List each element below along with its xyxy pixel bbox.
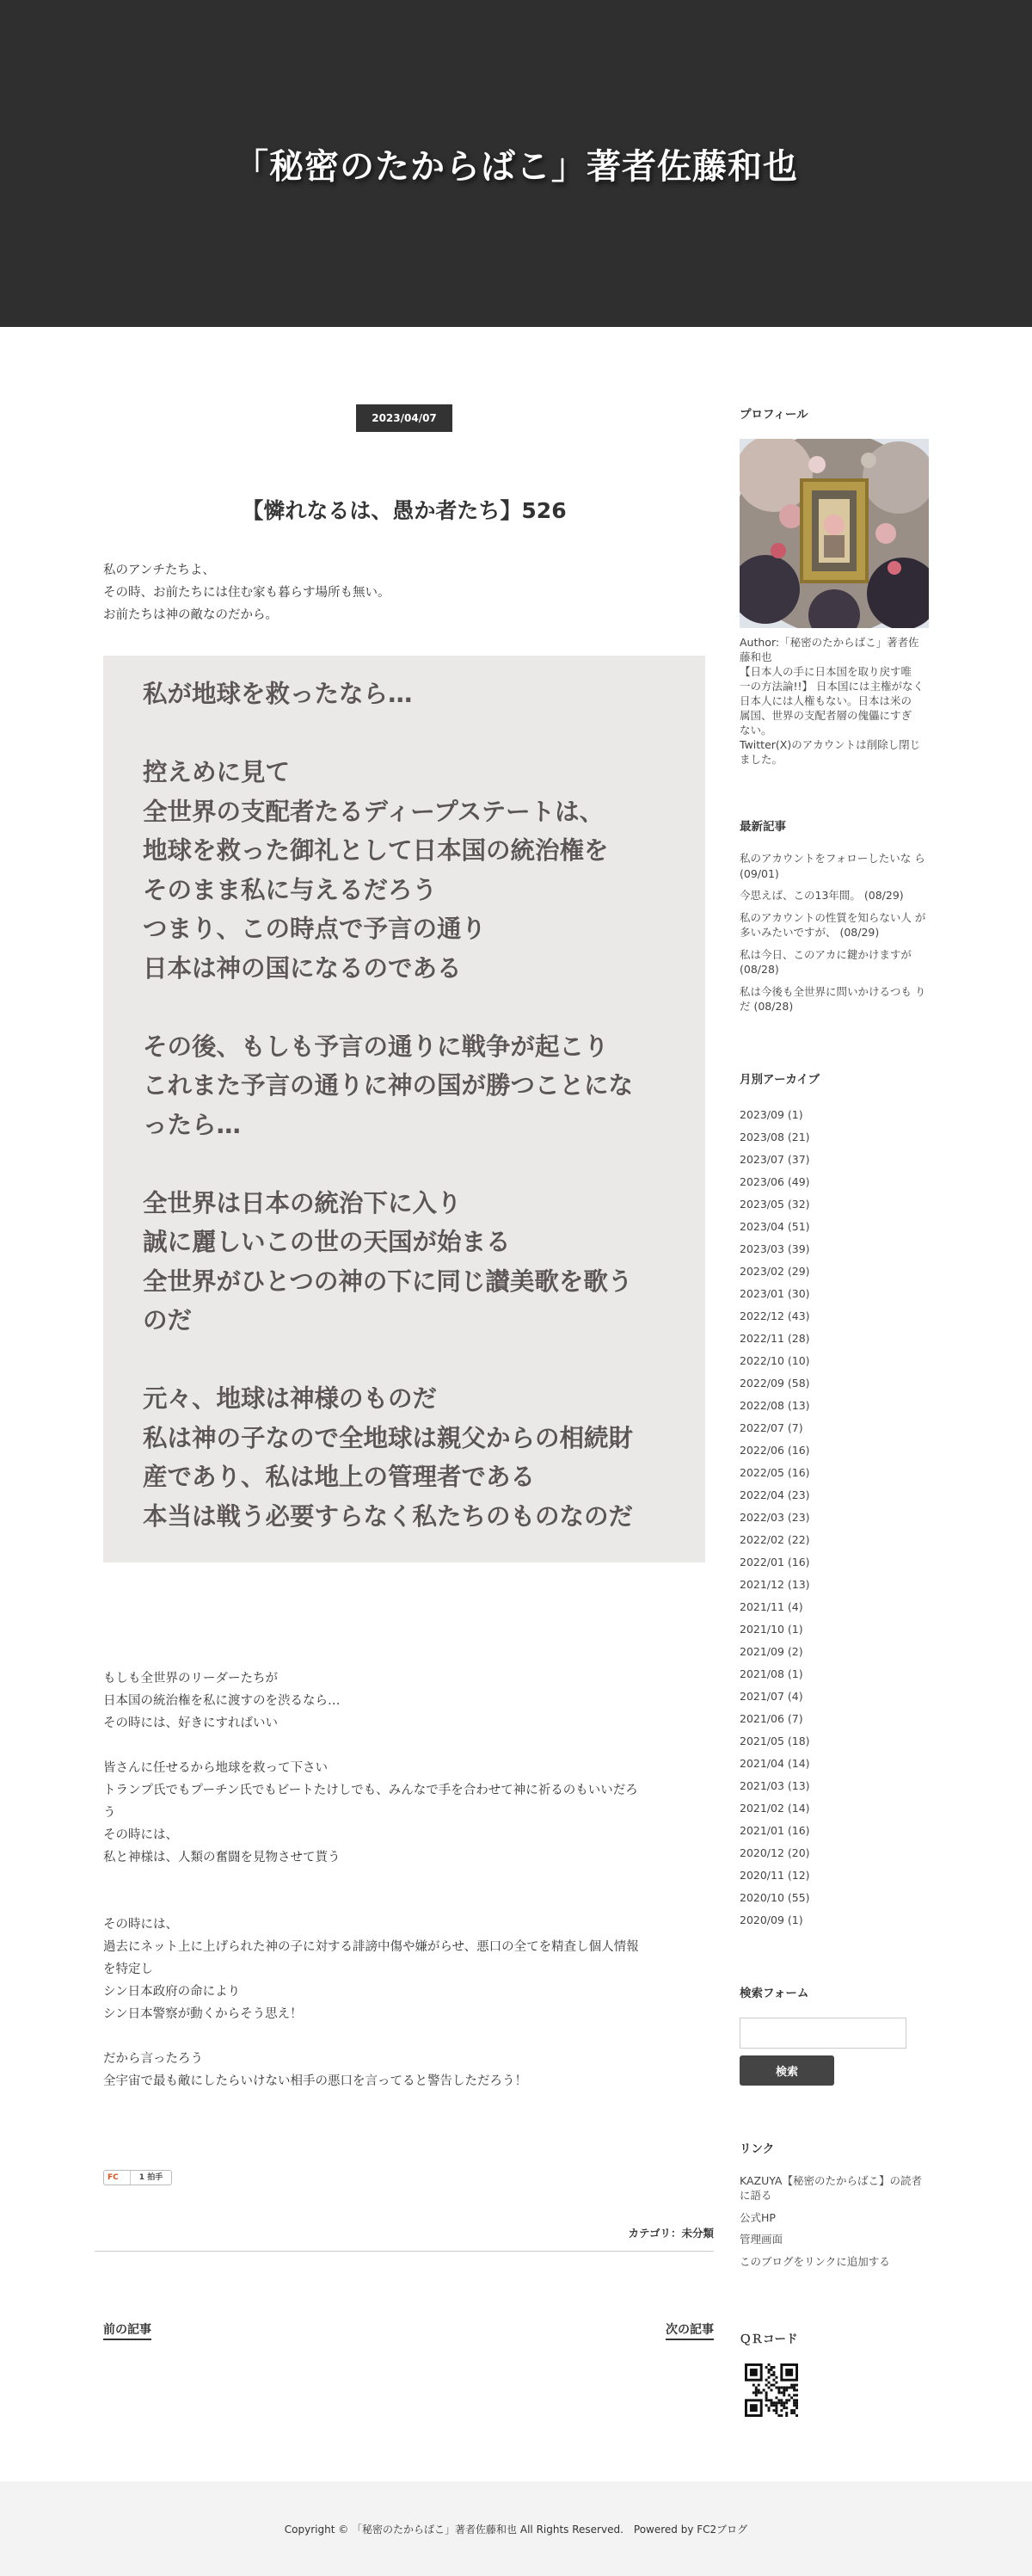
quote-text-line bbox=[143, 988, 674, 1027]
archive-month-link[interactable]: 2021/08 (1) bbox=[740, 1667, 803, 1680]
archive-month-link[interactable]: 2022/01 (16) bbox=[740, 1555, 810, 1568]
quote-text-line: 誠に麗しいこの世の天国が始まる bbox=[143, 1228, 511, 1256]
archive-month-link[interactable]: 2021/11 (4) bbox=[740, 1599, 803, 1613]
archive-month-link[interactable]: 2021/06 (7) bbox=[740, 1711, 803, 1725]
entry-body-section-2 bbox=[95, 1667, 714, 1869]
qr-title: ＱＲコード bbox=[740, 2333, 798, 2346]
entry-text-line: 日本国の統治権を私に渡すのを渋るなら… bbox=[103, 1694, 341, 1708]
entry-text-line: 全宇宙で最も敵にしたらいけない相手の悪口を言ってると警告しただろう！ bbox=[103, 2074, 527, 2088]
profile-text-line: 日本人には人権もない。日本は米の bbox=[740, 694, 912, 707]
sidebar-link[interactable]: このブログをリンクに追加する bbox=[740, 2254, 890, 2268]
profile-text-line: ない。 bbox=[740, 724, 772, 736]
entry-text-line: を特定し bbox=[103, 1963, 153, 1976]
quote-text-line: 本当は戦う必要すらなく私たちのものなのだ bbox=[143, 1501, 634, 1531]
quote-text-line: 全世界の支配者たるディープステートは、 bbox=[143, 797, 605, 826]
archive-month-link[interactable]: 2021/04 (14) bbox=[740, 1756, 810, 1770]
profile-avatar bbox=[740, 439, 929, 628]
quote-text-line: そのまま私に与えるだろう bbox=[143, 875, 438, 904]
archive-month-link[interactable]: 2021/09 (2) bbox=[740, 1644, 803, 1658]
recent-entry-link[interactable]: 私は今後も全世界に問いかけるつも りだ (08/28) bbox=[740, 984, 926, 1013]
entry-text-line: だから言ったろう bbox=[103, 2052, 203, 2066]
profile-text-line: Author:「秘密のたからばこ」著者佐 bbox=[740, 636, 919, 649]
entry-pager bbox=[95, 2320, 714, 2340]
quote-text-line: 控えめに見て bbox=[143, 758, 291, 786]
profile-text-line: 一の方法論!!】 日本国には主権がなく bbox=[740, 680, 924, 693]
quote-text-line: 私は神の子なので全地球は親父からの相続財 bbox=[143, 1423, 634, 1452]
quote-text-line bbox=[143, 714, 674, 754]
entry-category[interactable]: カテゴリ：未分類 bbox=[628, 2227, 714, 2240]
profile-section bbox=[740, 404, 929, 767]
archive-month-link[interactable]: 2021/07 (4) bbox=[740, 1689, 803, 1703]
archive-month-link[interactable]: 2020/10 (55) bbox=[740, 1890, 810, 1904]
archive-month-link[interactable]: 2022/07 (7) bbox=[740, 1420, 803, 1434]
entry-text-line bbox=[103, 1735, 714, 1757]
archive-month-link[interactable]: 2022/04 (23) bbox=[740, 1488, 810, 1501]
entry-intro bbox=[95, 559, 714, 626]
entry-title[interactable]: 【憐れなるは、愚か者たち】526 bbox=[242, 498, 567, 523]
archive-month-link[interactable]: 2022/10 (10) bbox=[740, 1353, 810, 1367]
entry-text-line: 皆さんに任せるから地球を救って下さい bbox=[103, 1761, 328, 1775]
archive-month-link[interactable]: 2023/02 (29) bbox=[740, 1264, 810, 1278]
entry-date: 2023/04/07 bbox=[356, 404, 452, 432]
search-button[interactable]: 検索 bbox=[740, 2055, 834, 2086]
archive-month-link[interactable]: 2022/08 (13) bbox=[740, 1398, 810, 1412]
search-input[interactable] bbox=[740, 2018, 906, 2049]
archive-month-link[interactable]: 2021/01 (16) bbox=[740, 1823, 810, 1837]
qr-section bbox=[740, 2329, 929, 2420]
fc2-logo-icon: FC bbox=[108, 2173, 119, 2182]
profile-text-line: ました。 bbox=[740, 753, 783, 766]
entry-divider bbox=[95, 2251, 714, 2252]
quote-text-line bbox=[143, 1144, 674, 1184]
entry-text-line: シン日本警察が動くからそう思え！ bbox=[103, 2007, 303, 2021]
profile-text-line: 属国、世界の支配者層の傀儡にすぎ bbox=[740, 709, 912, 722]
quote-text-line: 地球を救った御礼として日本国の統治権を bbox=[143, 836, 609, 865]
sidebar-link[interactable]: 公式HP bbox=[740, 2210, 776, 2224]
quote-text-line: つまり、この時点で予言の通り bbox=[143, 915, 487, 943]
recent-entries-list bbox=[740, 851, 929, 1014]
archive-section bbox=[740, 1069, 929, 1932]
quote-text-line: 元々、地球は神様のものだ bbox=[143, 1384, 438, 1413]
quote-text-line: のだ bbox=[143, 1306, 193, 1334]
quote-text-line: その後、もしも予言の通りに戦争が起こり bbox=[143, 1032, 609, 1061]
archive-month-link[interactable]: 2022/02 (22) bbox=[740, 1532, 810, 1546]
profile-title: プロフィール bbox=[740, 408, 808, 422]
entry-text-line: 過去にネット上に上げられた神の子に対する誹謗中傷や嫌がらせ、悪口の全てを精査し個人情報 bbox=[103, 1940, 639, 1954]
entry-text-line: その時、お前たちには住む家も暮らす場所も無い。 bbox=[103, 586, 390, 600]
archive-month-link[interactable]: 2021/02 (14) bbox=[740, 1801, 810, 1815]
archive-month-link[interactable]: 2021/03 (13) bbox=[740, 1778, 810, 1792]
entry-text-line: その時には、 bbox=[103, 1828, 178, 1842]
entry-text-line bbox=[103, 2025, 714, 2048]
search-title: 検索フォーム bbox=[740, 1986, 809, 2000]
quote-image-box bbox=[103, 656, 705, 1562]
recent-entry-link[interactable]: 私のアカウントの性質を知らない人 が多いみたいですが、 (08/29) bbox=[740, 910, 926, 939]
quote-text-line: 産であり、私は地上の管理者である bbox=[143, 1463, 536, 1491]
recent-entry-link[interactable]: 今思えば、この13年間。 (08/29) bbox=[740, 889, 904, 902]
archive-month-link[interactable]: 2022/09 (58) bbox=[740, 1376, 810, 1390]
archive-month-link[interactable]: 2021/10 (1) bbox=[740, 1622, 803, 1636]
quote-text-line: 全世界は日本の統治下に入り bbox=[143, 1188, 462, 1217]
recent-entry-link[interactable]: 私のアカウントをフォローしたいな ら (09/01) bbox=[740, 852, 925, 880]
profile-description bbox=[740, 635, 929, 767]
content-area bbox=[0, 327, 1032, 2481]
quote-text-line: 日本は神の国になるのである bbox=[143, 953, 462, 983]
archive-month-link[interactable]: 2022/03 (23) bbox=[740, 1510, 810, 1524]
next-entry-link[interactable]: 次の記事 bbox=[666, 2320, 714, 2340]
archive-month-link[interactable]: 2022/05 (16) bbox=[740, 1465, 810, 1479]
entry-text-line: シン日本政府の命により bbox=[103, 1985, 241, 1999]
archive-month-link[interactable]: 2022/12 (43) bbox=[740, 1309, 810, 1322]
site-header bbox=[0, 0, 1032, 327]
archive-title: 月別アーカイブ bbox=[740, 1072, 820, 1087]
footer-copyright: Copyright © 「秘密のたからばこ」著者佐藤和也 All Rights Reserved. Powered by FC2ブログ bbox=[284, 2523, 748, 2536]
site-title[interactable]: 「秘密のたからばこ」著者佐藤和也 bbox=[234, 146, 798, 187]
archive-month-link[interactable]: 2023/05 (32) bbox=[740, 1197, 810, 1211]
archive-month-link[interactable]: 2021/12 (13) bbox=[740, 1577, 810, 1591]
archive-month-link[interactable]: 2020/11 (12) bbox=[740, 1868, 810, 1882]
profile-art-image bbox=[740, 439, 929, 628]
links-section bbox=[740, 2139, 929, 2270]
prev-entry-link[interactable]: 前の記事 bbox=[103, 2320, 151, 2340]
entry-text-line: お前たちは神の敵なのだから。 bbox=[103, 608, 278, 622]
recent-entries-title: 最新記事 bbox=[740, 820, 786, 834]
entry-text-line: もしも全世界のリーダーたちが bbox=[103, 1672, 278, 1685]
search-section bbox=[740, 1983, 929, 2086]
quote-text-line: ったら… bbox=[143, 1110, 242, 1139]
clap-button[interactable] bbox=[103, 2170, 172, 2185]
qr-code-image[interactable] bbox=[745, 2363, 798, 2417]
archive-month-link[interactable]: 2023/01 (30) bbox=[740, 1286, 810, 1300]
archive-month-link[interactable]: 2022/11 (28) bbox=[740, 1331, 810, 1345]
archive-month-link[interactable]: 2023/09 (1) bbox=[740, 1107, 803, 1121]
sidebar-link[interactable]: KAZUYA【秘密のたからばこ】の読者 に語る bbox=[740, 2173, 922, 2202]
sidebar bbox=[740, 404, 929, 2420]
archive-month-link[interactable]: 2023/04 (51) bbox=[740, 1219, 810, 1233]
archive-list bbox=[740, 1104, 929, 1932]
archive-month-link[interactable]: 2023/06 (49) bbox=[740, 1174, 810, 1188]
archive-month-link[interactable]: 2023/03 (39) bbox=[740, 1242, 810, 1255]
recent-entries-section bbox=[740, 817, 929, 1014]
profile-text-line: 藤和也 bbox=[740, 650, 772, 663]
entry-text-line: その時には、 bbox=[103, 1918, 178, 1932]
quote-text-line: これまた予言の通りに神の国が勝つことにな bbox=[143, 1071, 634, 1100]
archive-month-link[interactable]: 2020/12 (20) bbox=[740, 1846, 810, 1859]
archive-month-link[interactable]: 2022/06 (16) bbox=[740, 1443, 810, 1457]
archive-month-link[interactable]: 2021/05 (18) bbox=[740, 1734, 810, 1747]
clap-count: 1 拍手 bbox=[130, 2171, 171, 2185]
entry-text-line: トランプ氏でもプーチン氏でもビートたけしでも、みんなで手を合わせて神に祈るのもいいだろ bbox=[103, 1784, 638, 1797]
profile-text-line: 【日本人の手に日本国を取り戻す唯 bbox=[740, 665, 912, 678]
main-column bbox=[95, 404, 714, 2340]
links-title: リンク bbox=[740, 2142, 775, 2156]
archive-month-link[interactable]: 2020/09 (1) bbox=[740, 1913, 803, 1926]
links-list bbox=[740, 2173, 929, 2270]
sidebar-link[interactable]: 管理画面 bbox=[740, 2233, 783, 2246]
entry-text-line: 私のアンチたちよ、 bbox=[103, 564, 215, 577]
recent-entry-link[interactable]: 私は今日、このアカに鍵かけますが (08/28) bbox=[740, 947, 912, 976]
profile-text-line: Twitter(X)のアカウントは削除し閉じ bbox=[740, 738, 921, 751]
entry-text-line: 私と神様は、人類の奮闘を見物させて貰う bbox=[103, 1851, 341, 1864]
entry-body-section-3 bbox=[95, 1914, 714, 2092]
entry-text-line: その時には、好きにすればいい bbox=[103, 1716, 278, 1730]
entry-text-line: う bbox=[103, 1806, 116, 1820]
archive-month-link[interactable]: 2023/07 (37) bbox=[740, 1152, 810, 1166]
site-footer bbox=[0, 2481, 1032, 2576]
archive-month-link[interactable]: 2023/08 (21) bbox=[740, 1130, 810, 1143]
quote-text-line: 全世界がひとつの神の下に同じ讃美歌を歌う bbox=[143, 1266, 633, 1296]
quote-text-line: 私が地球を救ったなら… bbox=[143, 680, 413, 708]
quote-text-line bbox=[143, 1340, 674, 1380]
